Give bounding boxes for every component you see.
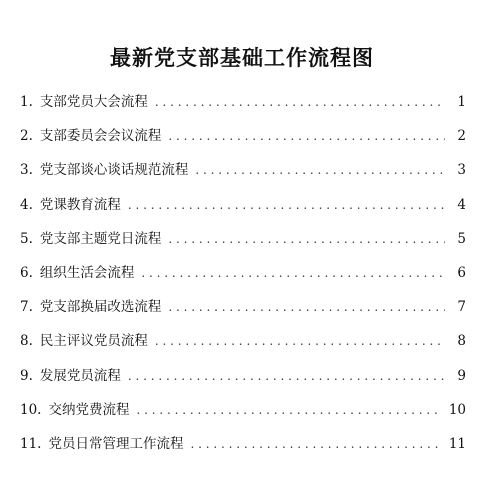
- toc-dot-leader: [155, 331, 445, 351]
- toc-dot-leader: [141, 263, 445, 283]
- toc-entry-number: 7.: [20, 299, 33, 316]
- toc-entry-page: 2: [457, 128, 466, 145]
- toc-entry[interactable]: [20, 331, 466, 365]
- toc-entry-number: 10.: [20, 401, 42, 418]
- toc-entry-number: 5.: [20, 230, 33, 247]
- toc-entry-number: 2.: [20, 128, 33, 145]
- toc-entry-title: 组织生活会流程: [39, 264, 135, 281]
- toc-entry[interactable]: [20, 297, 466, 331]
- toc-entry[interactable]: [20, 229, 466, 263]
- toc-entry[interactable]: [20, 92, 466, 126]
- toc-entry-title: 民主评议党员流程: [39, 333, 148, 350]
- toc-entry-number: 9.: [20, 367, 33, 384]
- toc-dot-leader: [168, 297, 445, 317]
- toc-dot-leader: [195, 160, 445, 180]
- toc-entry-title: 支部委员会会议流程: [39, 128, 162, 145]
- toc-entry[interactable]: [20, 366, 466, 400]
- toc-entry-title: 党支部谈心谈话规范流程: [39, 162, 189, 179]
- toc-entry-page: 3: [457, 162, 466, 179]
- toc-entry-title: 党支部主题党日流程: [39, 230, 162, 247]
- toc-entry-page: 4: [457, 196, 466, 213]
- toc-entry-page: 9: [457, 367, 466, 384]
- toc-entry-number: 1.: [20, 94, 33, 110]
- toc-entry-title: 支部党员大会流程: [39, 94, 148, 110]
- toc-dot-leader: [128, 195, 445, 215]
- toc-entry[interactable]: [20, 160, 466, 194]
- toc-entry-number: 11.: [20, 435, 42, 452]
- toc-entry-page: 1: [457, 94, 466, 110]
- toc-entry[interactable]: [20, 126, 466, 160]
- toc-entry-title: 交纳党费流程: [48, 401, 130, 418]
- toc-entry-page: 5: [457, 230, 466, 247]
- toc-dot-leader: [128, 366, 445, 386]
- toc-entry-page: 8: [457, 333, 466, 350]
- toc-dot-leader: [155, 92, 445, 112]
- toc-entry-number: 8.: [20, 333, 33, 350]
- toc-entry-title: 发展党员流程: [39, 367, 121, 384]
- toc-entry-title: 党课教育流程: [39, 196, 121, 213]
- toc-dot-leader: [168, 126, 445, 146]
- toc-entry[interactable]: [20, 400, 466, 434]
- toc-entry[interactable]: [20, 263, 466, 297]
- toc-entry-number: 6.: [20, 264, 33, 281]
- toc-dot-leader: [168, 229, 445, 249]
- toc-entry-title: 党支部换届改选流程: [39, 299, 162, 316]
- toc-entry-page: 10: [448, 401, 466, 418]
- toc-entry-page: 6: [457, 264, 466, 281]
- toc-entry[interactable]: [20, 434, 466, 468]
- toc-dot-leader: [136, 400, 441, 420]
- toc-entry-page: 7: [457, 299, 466, 316]
- toc-entry-number: 3.: [20, 162, 33, 179]
- document-title: 最新党支部基础工作流程图: [110, 46, 374, 71]
- toc-entry-title: 党员日常管理工作流程: [48, 435, 184, 452]
- toc-dot-leader: [190, 434, 441, 454]
- toc-entry[interactable]: [20, 195, 466, 229]
- toc-entry-number: 4.: [20, 196, 33, 213]
- toc-entry-page: 11: [448, 435, 466, 452]
- table-of-contents: [20, 92, 466, 468]
